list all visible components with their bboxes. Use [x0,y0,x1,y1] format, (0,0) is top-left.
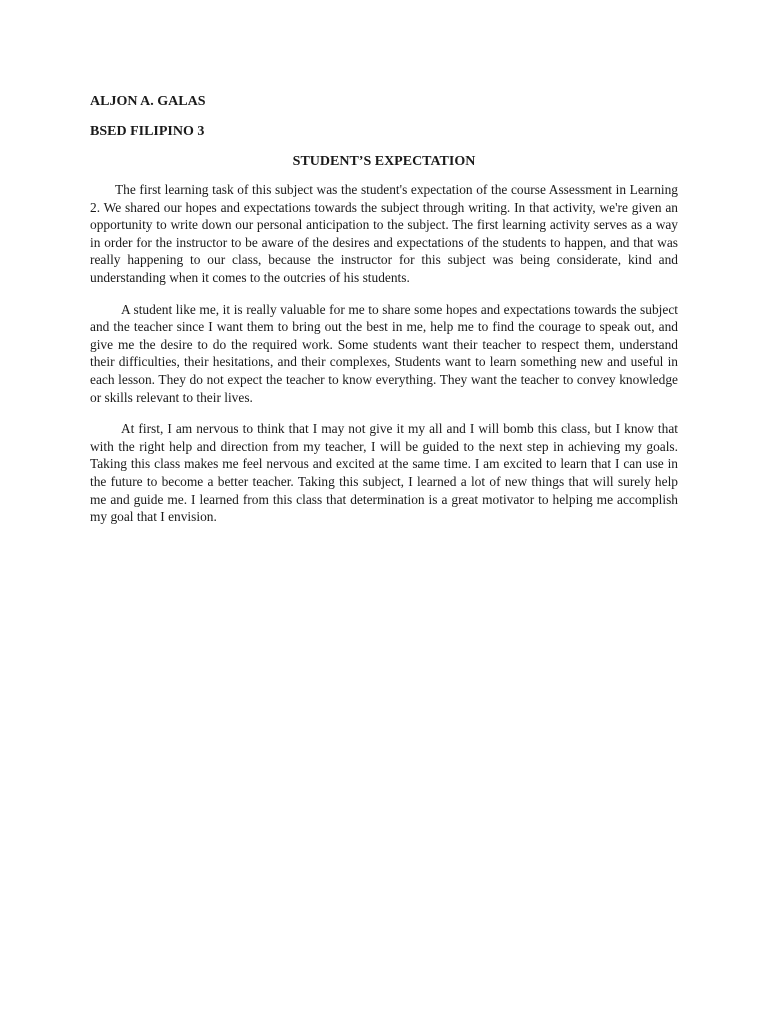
author-name: ALJON A. GALAS [90,94,206,109]
course-label: BSED FILIPINO 3 [90,124,205,139]
page-title: STUDENT’S EXPECTATION [292,154,476,169]
paragraph-1: The first learning task of this subject was the student's expectation of the course Assessment in Learning 2. We shared our hopes and expectations towards the subject through writing. In that activity, we're given an opportunity to write down our personal anticipation to the subject. The first learning activity serves as a way in order for the instructor to be aware of the desires and expectations of the students to happen, and that was really happening to our class, because the instructor for this subject was being considerate, kind and understanding when it comes to the outcries of his students. [90,182,678,285]
document-body [90,93,678,526]
paragraph-2: A student like me, it is really valuable for me to share some hopes and expectations towards the subject and the teacher since I want them to bring out the best in me, help me to find the courage to speak out, and give me the desire to do the required work. Some students want their teacher to respect them, understand their difficulties, their hesitations, and their complexes, Students want to learn something new and useful in each lesson. They do not expect the teacher to know everything. They want the teacher to convey knowledge or skills relevant to their lives. [90,301,678,405]
paragraph-3: At first, I am nervous to think that I may not give it my all and I will bomb this class, but I know that with the right help and direction from my teacher, I will be guided to the next step in achieving my goals. Taking this class makes me feel nervous and excited at the same time. I am excited to learn that I can use in the future to become a better teacher. Taking this subject, I learned a lot of new things that will surely help me and guide me. I learned from this class that determination is a great motivator to helping me accomplish my goal that I envision. [90,421,678,525]
